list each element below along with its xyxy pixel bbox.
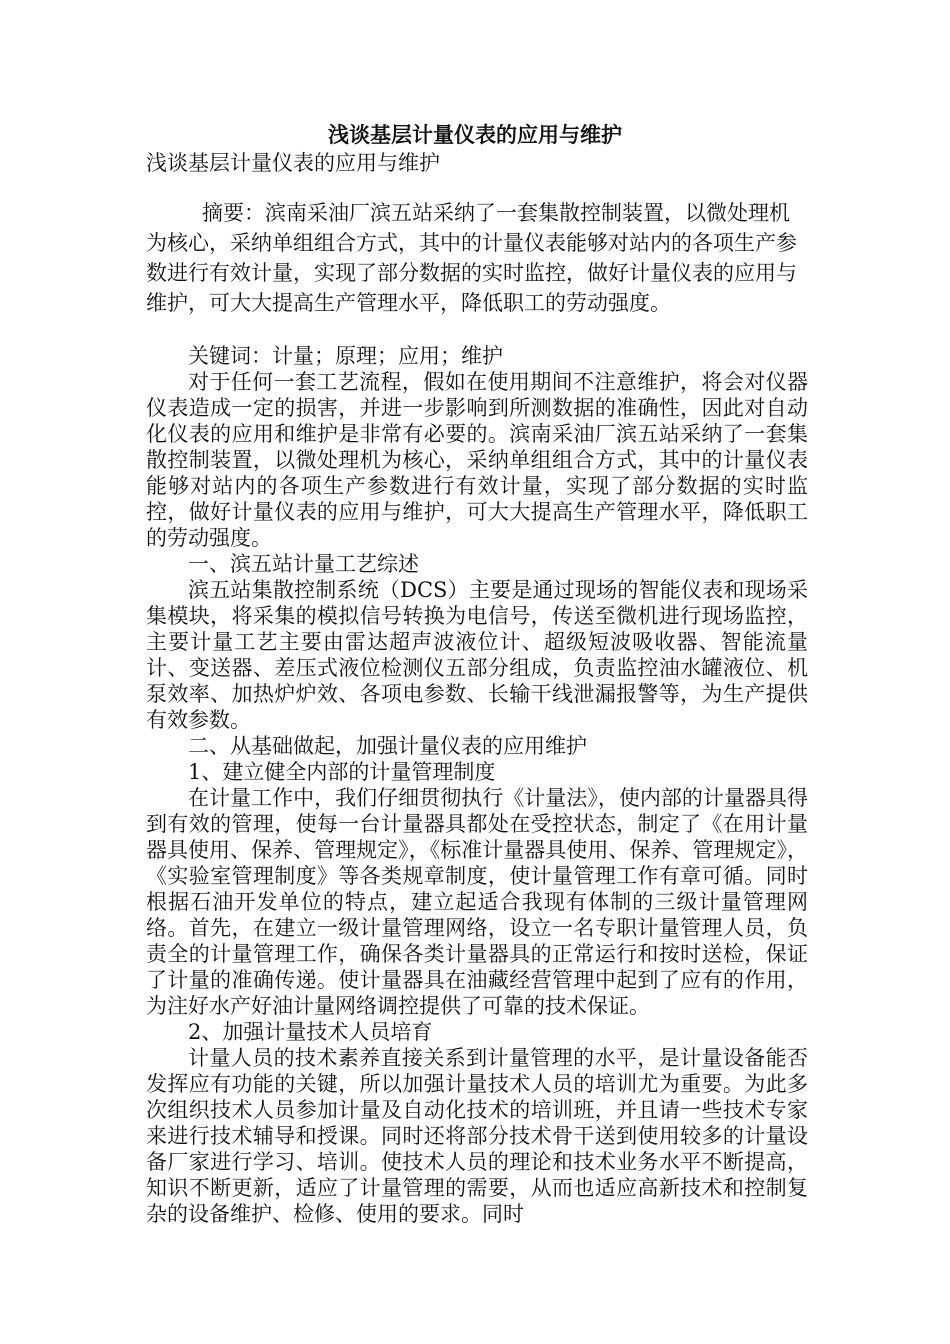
abstract-paragraph: [146, 198, 808, 318]
subsection-heading-2-2: 2、加强计量技术人员培育: [188, 1020, 433, 1044]
body-text: [146, 343, 808, 1227]
section-1-paragraph: 滨五站集散控制系统（DCS）主要是通过现场的智能仪表和现场采集模块，将采集的模拟信号转换为电信号，传送至微机进行现场监控，主要计量工艺主要由雷达超声波液位计、超级短波吸收器、智能流量计、变送器、差压式液位检测仪五部分组成，负责监控油水罐液位、机泵效率、加热炉炉效、各项电参数、长输干线泄漏报警等，为生产提供有效参数。: [146, 578, 808, 732]
keywords-line: 关键词：计量；原理；应用；维护: [188, 344, 503, 368]
abstract-text: 摘要：滨南采油厂滨五站采纳了一套集散控制装置，以微处理机为核心，采纳单组组合方式，其中的计量仪表能够对站内的各项生产参数进行有效计量，实现了部分数据的实时监控，做好计量仪表的应用与维护，可大大提高生产管理水平，降低职工的劳动强度。: [146, 201, 797, 315]
intro-paragraph: 对于任何一套工艺流程，假如在使用期间不注意维护，将会对仪器仪表造成一定的损害，并进一步影响到所测数据的准确性，因此对自动化仪表的应用和维护是非常有必要的。滨南采油厂滨五站采纳了一套集散控制装置，以微处理机为核心，采纳单组组合方式，其中的计量仪表能够对站内的各项生产参数进行有效计量，实现了部分数据的实时监控，做好计量仪表的应用与维护，可大大提高生产管理水平，降低职工的劳动强度。: [146, 370, 808, 550]
subsection-2-2-paragraph: 计量人员的技术素养直接关系到计量管理的水平，是计量设备能否发挥应有功能的关键，所以加强计量技术人员的培训尤为重要。为此多次组织技术人员参加计量及自动化技术的培训班，并且请一些技术专家来进行技术辅导和授课。同时还将部分技术骨干送到使用较多的计量设备厂家进行学习、培训。使技术人员的理论和技术业务水平不断提高，知识不断更新，适应了计量管理的需要，从而也适应高新技术和控制复杂的设备维护、检修、使用的要求。同时: [146, 1046, 808, 1226]
section-heading-1: 一、滨五站计量工艺综述: [188, 552, 419, 576]
subsection-2-1-paragraph: 在计量工作中，我们仔细贯彻执行《计量法》，使内部的计量器具得到有效的管理，使每一台计量器具都处在受控状态，制定了《在用计量器具使用、保养、管理规定》，《标准计量器具使用、保养、管理规定》，《实验室管理制度》等各类规章制度，使计量管理工作有章可循。同时根据石油开发单位的特点，建立起适合我现有体制的三级计量管理网络。首先，在建立一级计量管理网络，设立一名专职计量管理人员，负责全的计量管理工作，确保各类计量器具的正常运行和按时送检，保证了计量的准确传递。使计量器具在油藏经营管理中起到了应有的作用，为注好水产好油计量网络调控提供了可靠的技术保证。: [146, 786, 808, 1018]
subsection-heading-2-1: 1、建立健全内部的计量管理制度: [188, 760, 496, 784]
document-subtitle: 浅谈基层计量仪表的应用与维护: [146, 151, 440, 175]
document-title: 浅谈基层计量仪表的应用与维护: [328, 123, 622, 147]
section-heading-2: 二、从基础做起，加强计量仪表的应用维护: [188, 734, 587, 758]
